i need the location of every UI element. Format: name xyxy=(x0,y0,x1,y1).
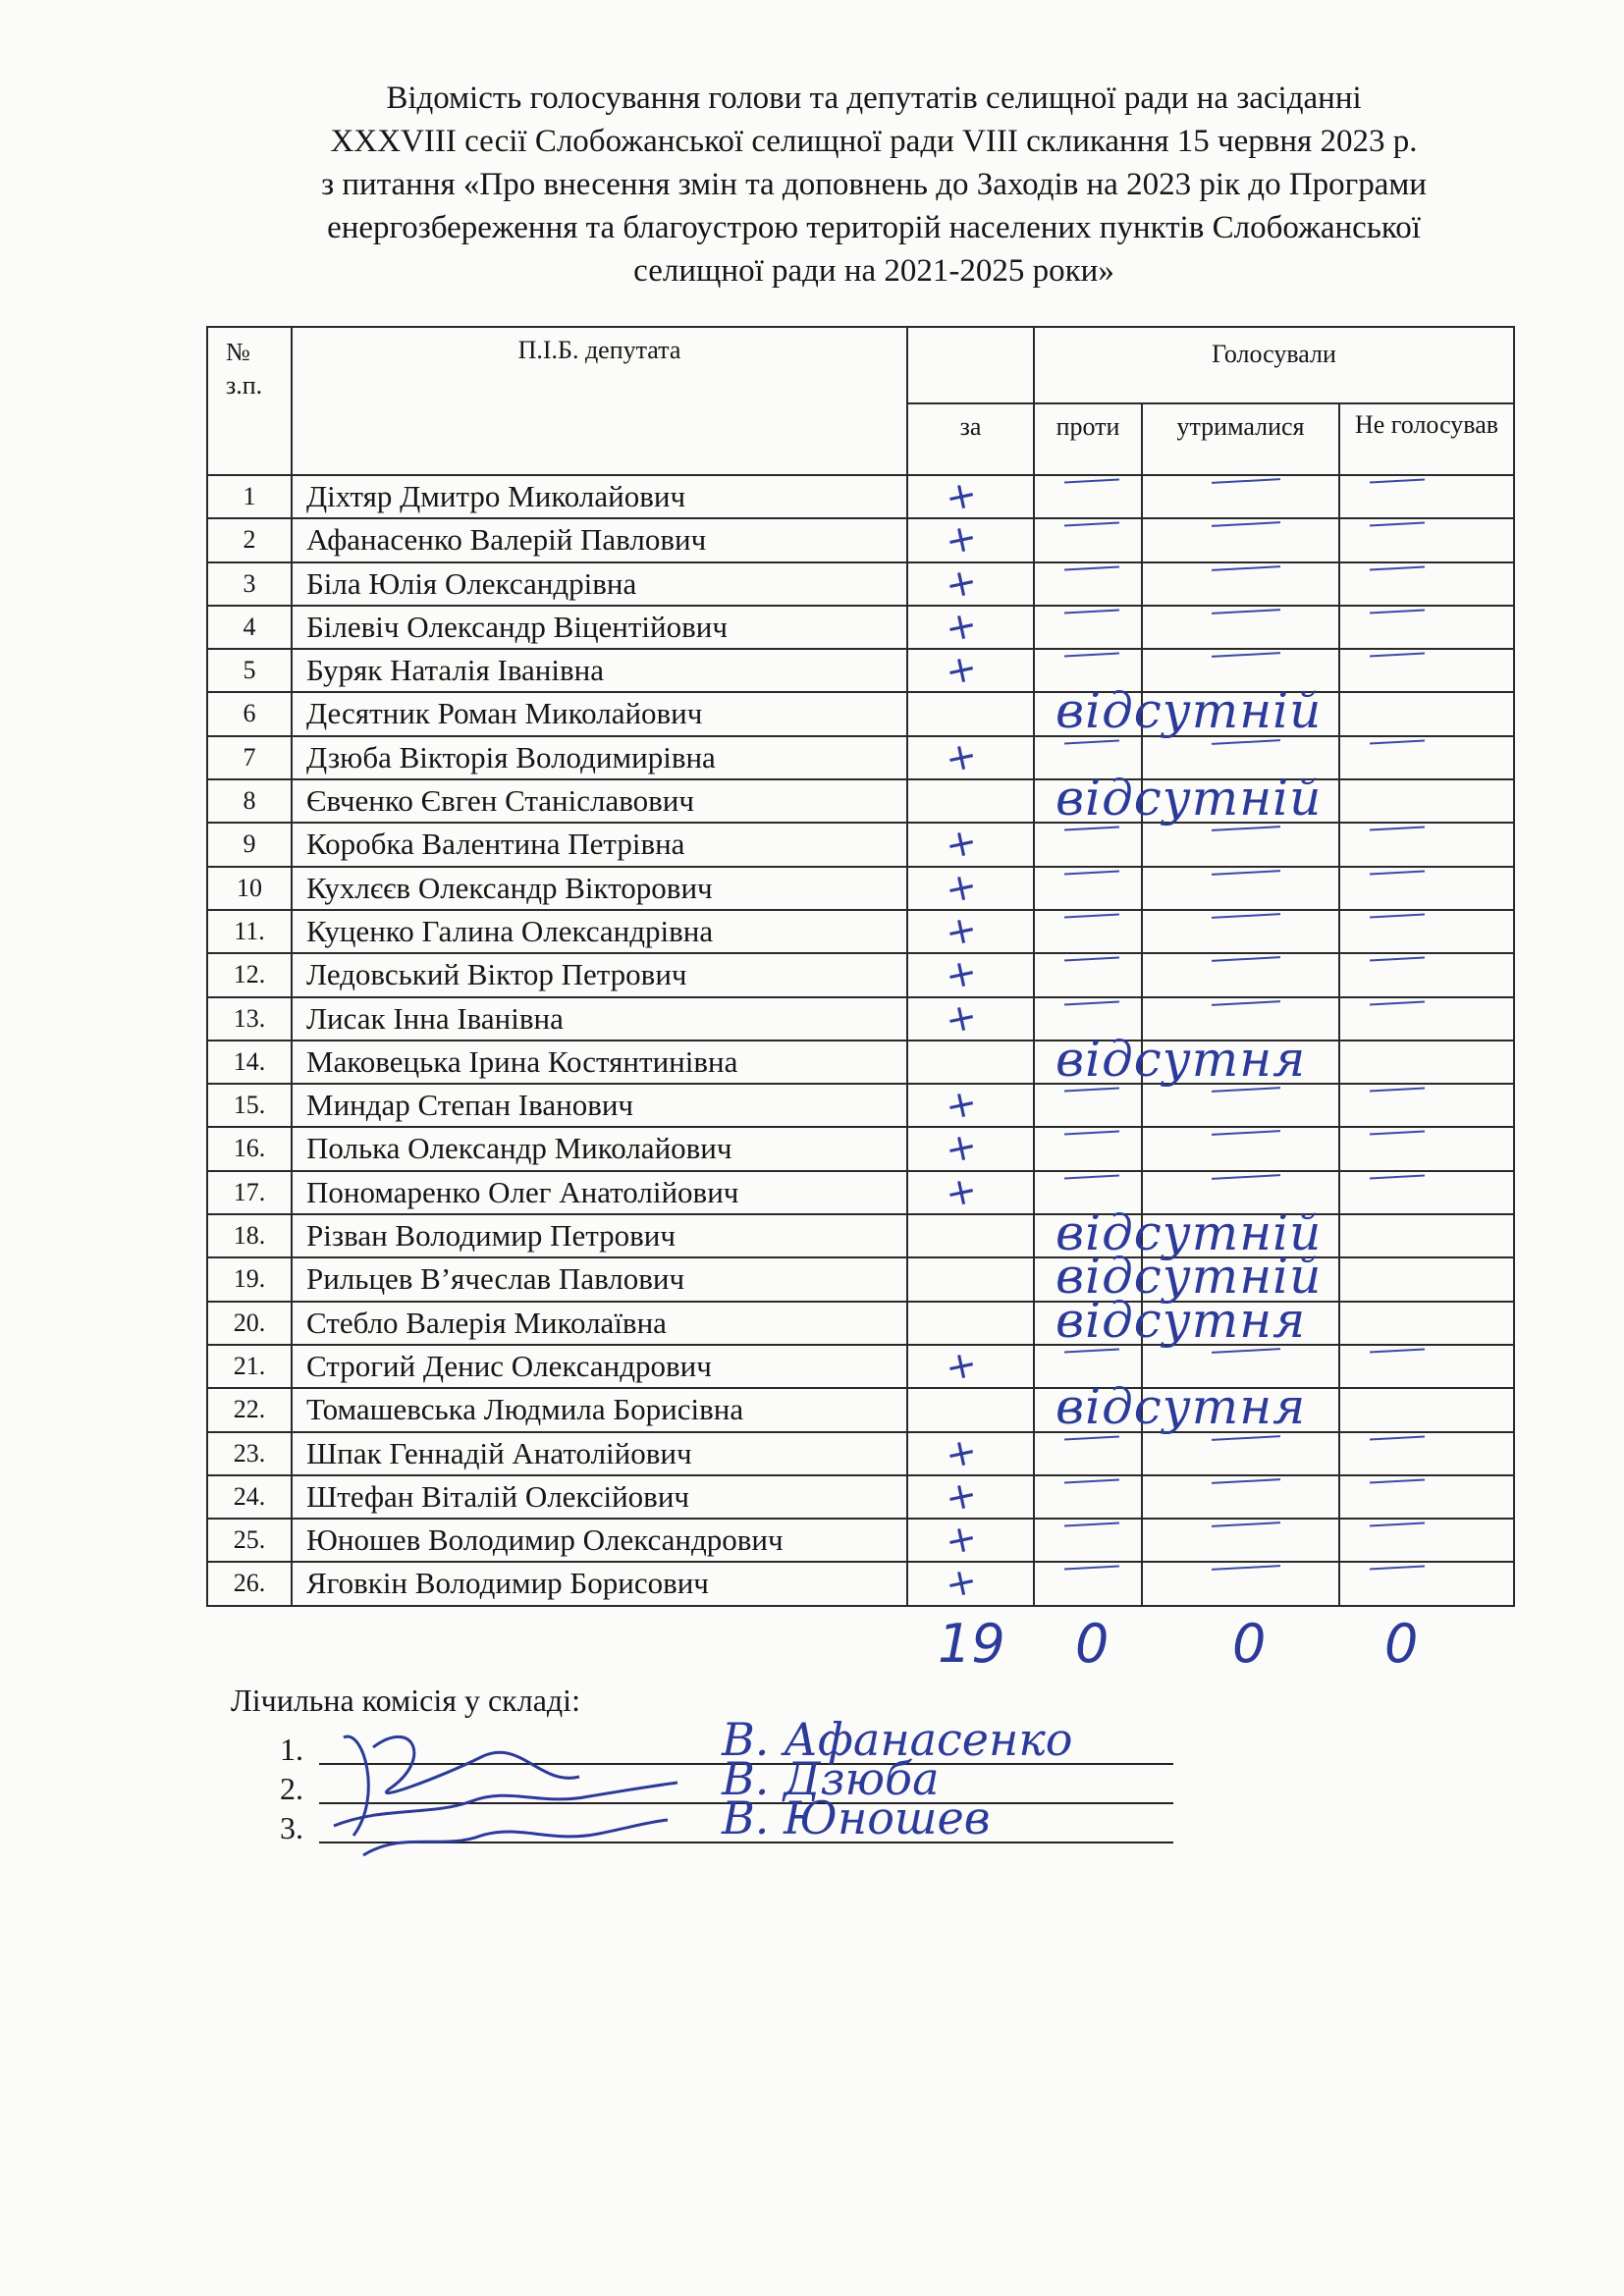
dash-mark xyxy=(1064,565,1119,570)
row-number: 23. xyxy=(207,1432,292,1475)
plus-mark: + xyxy=(941,819,982,869)
vote-did-not-vote-cell xyxy=(1339,997,1514,1041)
dash-mark xyxy=(1370,1131,1425,1136)
vote-for-cell xyxy=(907,1388,1034,1431)
vote-did-not-vote-cell xyxy=(1339,606,1514,649)
vote-for-cell xyxy=(907,558,1034,608)
header-number: № з.п. xyxy=(207,327,292,475)
dash-mark xyxy=(1212,1522,1280,1527)
dash-mark xyxy=(1212,1435,1280,1441)
title-line-5: селищної ради на 2021-2025 роки» xyxy=(633,253,1114,289)
dash-mark xyxy=(1064,827,1119,831)
vote-for-cell xyxy=(907,1341,1034,1390)
vote-did-not-vote-cell xyxy=(1339,867,1514,910)
row-number: 11. xyxy=(207,910,292,953)
counting-commission-label: Лічильна комісія у складі: xyxy=(231,1682,580,1718)
plus-mark: + xyxy=(941,949,982,999)
vote-did-not-vote-cell xyxy=(1339,1257,1514,1301)
table-row xyxy=(207,1084,1514,1127)
vote-did-not-vote-cell xyxy=(1339,1041,1514,1084)
total-against: 0 xyxy=(1075,1613,1110,1675)
row-number: 14. xyxy=(207,1041,292,1084)
dash-mark xyxy=(1370,522,1425,527)
dash-mark xyxy=(1064,1566,1119,1571)
vote-did-not-vote-cell xyxy=(1339,562,1514,606)
deputy-name: Юношев Володимир Олександрович xyxy=(292,1519,907,1562)
vote-did-not-vote-cell xyxy=(1339,1214,1514,1257)
plus-mark: + xyxy=(941,558,982,608)
table-row xyxy=(207,518,1514,561)
table-row xyxy=(207,953,1514,996)
vote-for-cell xyxy=(907,602,1034,651)
dash-mark xyxy=(1212,1348,1280,1354)
vote-against-cell xyxy=(1034,1127,1142,1170)
dash-mark xyxy=(1212,739,1280,745)
member-number: 3. xyxy=(280,1810,303,1845)
vote-for-cell xyxy=(907,1080,1034,1129)
dash-mark xyxy=(1212,565,1280,571)
total-for: 19 xyxy=(938,1613,1005,1675)
row-number: 12. xyxy=(207,953,292,996)
dash-mark xyxy=(1212,652,1280,658)
deputy-name: Десятник Роман Миколайович xyxy=(292,692,907,735)
vote-for-cell xyxy=(907,1166,1034,1216)
dash-mark xyxy=(1064,1522,1119,1527)
row-number: 24. xyxy=(207,1475,292,1519)
vote-for-cell xyxy=(907,1123,1034,1173)
dash-mark xyxy=(1064,653,1119,658)
vote-did-not-vote-cell xyxy=(1339,1127,1514,1170)
vote-for-cell xyxy=(907,906,1034,955)
vote-did-not-vote-cell xyxy=(1339,692,1514,735)
dash-mark xyxy=(1370,870,1425,875)
member-name: В. Юношев xyxy=(722,1791,991,1844)
vote-for-cell xyxy=(907,1257,1034,1301)
deputy-name: Діхтяр Дмитро Миколайович xyxy=(292,475,907,518)
row-number: 20. xyxy=(207,1302,292,1345)
deputy-name: Ледовський Віктор Петрович xyxy=(292,953,907,996)
table-row xyxy=(207,606,1514,649)
header-abstained: утрималися xyxy=(1142,403,1339,475)
plus-mark: + xyxy=(941,645,982,695)
vote-against-cell xyxy=(1034,1432,1142,1475)
row-number: 5 xyxy=(207,649,292,692)
row-number: 26. xyxy=(207,1562,292,1605)
vote-for-cell xyxy=(907,692,1034,735)
table-row xyxy=(207,1432,1514,1475)
dash-mark xyxy=(1370,1348,1425,1353)
row-number: 17. xyxy=(207,1171,292,1214)
vote-did-not-vote-cell xyxy=(1339,518,1514,561)
deputy-name: Євченко Євген Станіславович xyxy=(292,779,907,823)
vote-did-not-vote-cell xyxy=(1339,953,1514,996)
vote-abstained-cell xyxy=(1142,867,1339,910)
vote-against-cell xyxy=(1034,1475,1142,1519)
title-line-3: з питання «Про внесення змін та доповнень до Заходів на 2023 рік до Програми xyxy=(321,167,1427,202)
vote-abstained-cell xyxy=(1142,1475,1339,1519)
total-abstained: 0 xyxy=(1232,1613,1267,1675)
dash-mark xyxy=(1064,1435,1119,1440)
plus-mark: + xyxy=(941,1080,982,1129)
deputy-name: Різван Володимир Петрович xyxy=(292,1214,907,1257)
row-number: 19. xyxy=(207,1257,292,1301)
vote-abstained-cell xyxy=(1142,606,1339,649)
vote-against-cell xyxy=(1034,562,1142,606)
vote-for-cell xyxy=(907,819,1034,869)
signature-scribbles xyxy=(324,1718,717,1865)
vote-did-not-vote-cell xyxy=(1339,1519,1514,1562)
member-number: 2. xyxy=(280,1771,303,1806)
dash-mark xyxy=(1212,1000,1280,1006)
absent-note: відсутній xyxy=(1056,1248,1323,1306)
vote-abstained-cell xyxy=(1142,475,1339,518)
dash-mark xyxy=(1064,479,1119,484)
vote-for-cell xyxy=(907,471,1034,520)
vote-for-cell xyxy=(907,1214,1034,1257)
dash-mark xyxy=(1370,1000,1425,1005)
plus-mark: + xyxy=(941,731,982,781)
table-row xyxy=(207,475,1514,518)
absent-note: відсутня xyxy=(1056,1291,1307,1349)
vote-abstained-cell xyxy=(1142,1127,1339,1170)
dash-mark xyxy=(1370,1435,1425,1440)
dash-mark xyxy=(1370,1522,1425,1527)
dash-mark xyxy=(1064,1088,1119,1093)
row-number: 13. xyxy=(207,997,292,1041)
row-number: 2 xyxy=(207,518,292,561)
dash-mark xyxy=(1370,479,1425,484)
vote-did-not-vote-cell xyxy=(1339,736,1514,779)
row-number: 15. xyxy=(207,1084,292,1127)
deputy-name: Біла Юлія Олександрівна xyxy=(292,562,907,606)
deputy-name: Лисак Інна Іванівна xyxy=(292,997,907,1041)
vote-did-not-vote-cell xyxy=(1339,1432,1514,1475)
dash-mark xyxy=(1064,739,1119,744)
plus-mark: + xyxy=(941,906,982,955)
document-title xyxy=(196,77,1551,293)
dash-mark xyxy=(1370,739,1425,744)
vote-for-cell xyxy=(907,731,1034,781)
vote-against-cell xyxy=(1034,1084,1142,1127)
header-voted: Голосували xyxy=(1034,327,1514,403)
dash-mark xyxy=(1064,1478,1119,1483)
deputy-name: Яговкін Володимир Борисович xyxy=(292,1562,907,1605)
title-line-2: XXXVIII сесії Слобожанської селищної ради VIII скликання 15 червня 2023 р. xyxy=(330,124,1418,159)
vote-abstained-cell xyxy=(1142,823,1339,866)
absent-note: відсутня xyxy=(1056,1378,1307,1436)
vote-did-not-vote-cell xyxy=(1339,823,1514,866)
vote-for-cell xyxy=(907,992,1034,1042)
row-number: 3 xyxy=(207,562,292,606)
plus-mark: + xyxy=(941,1470,982,1521)
table-row xyxy=(207,910,1514,953)
vote-for-cell xyxy=(907,1558,1034,1608)
dash-mark xyxy=(1212,478,1280,484)
vote-abstained-cell xyxy=(1142,518,1339,561)
dash-mark xyxy=(1212,1131,1280,1137)
member-name: В. Афанасенко xyxy=(722,1713,1073,1766)
deputy-name: Білевіч Олександр Віцентійович xyxy=(292,606,907,649)
vote-abstained-cell xyxy=(1142,1084,1339,1127)
vote-did-not-vote-cell xyxy=(1339,1171,1514,1214)
dash-mark xyxy=(1370,653,1425,658)
dash-mark xyxy=(1064,914,1119,919)
table-row xyxy=(207,1475,1514,1519)
vote-abstained-cell xyxy=(1142,1519,1339,1562)
header-for: за xyxy=(907,403,1034,475)
dash-mark xyxy=(1212,913,1280,919)
vote-for-cell xyxy=(907,949,1034,999)
row-number: 16. xyxy=(207,1127,292,1170)
row-number: 6 xyxy=(207,692,292,735)
vote-against-cell xyxy=(1034,1562,1142,1605)
vote-for-cell xyxy=(907,1302,1034,1345)
plus-mark: + xyxy=(941,862,982,912)
dash-mark xyxy=(1064,522,1119,527)
vote-for-cell xyxy=(907,1470,1034,1521)
dash-mark xyxy=(1370,1566,1425,1571)
absent-note: відсутній xyxy=(1056,1204,1323,1262)
row-number: 10 xyxy=(207,867,292,910)
table-row xyxy=(207,867,1514,910)
row-number: 18. xyxy=(207,1214,292,1257)
row-number: 1 xyxy=(207,475,292,518)
deputy-name: Коробка Валентина Петрівна xyxy=(292,823,907,866)
vote-against-cell xyxy=(1034,518,1142,561)
row-number: 4 xyxy=(207,606,292,649)
dash-mark xyxy=(1064,957,1119,962)
dash-mark xyxy=(1212,956,1280,962)
deputy-name: Буряк Наталія Іванівна xyxy=(292,649,907,692)
deputy-name: Афанасенко Валерій Павлович xyxy=(292,518,907,561)
plus-mark: + xyxy=(941,1515,982,1564)
deputy-name: Миндар Степан Іванович xyxy=(292,1084,907,1127)
dash-mark xyxy=(1064,870,1119,875)
vote-did-not-vote-cell xyxy=(1339,1345,1514,1388)
absent-note: відсутній xyxy=(1056,770,1323,828)
vote-for-cell xyxy=(907,779,1034,823)
dash-mark xyxy=(1212,521,1280,527)
total-did-not-vote: 0 xyxy=(1384,1613,1419,1675)
deputy-name: Строгий Денис Олександрович xyxy=(292,1345,907,1388)
vote-did-not-vote-cell xyxy=(1339,1084,1514,1127)
vote-abstained-cell xyxy=(1142,1562,1339,1605)
vote-did-not-vote-cell xyxy=(1339,475,1514,518)
vote-abstained-cell xyxy=(1142,953,1339,996)
vote-for-cell xyxy=(907,645,1034,695)
deputy-name: Пономаренко Олег Анатолійович xyxy=(292,1171,907,1214)
plus-mark: + xyxy=(941,1427,982,1477)
vote-did-not-vote-cell xyxy=(1339,1562,1514,1605)
deputy-name: Дзюба Вікторія Володимирівна xyxy=(292,736,907,779)
header-blank-cell xyxy=(907,327,1034,403)
row-number: 22. xyxy=(207,1388,292,1431)
table-row xyxy=(207,1562,1514,1605)
row-number: 25. xyxy=(207,1519,292,1562)
dash-mark xyxy=(1370,1088,1425,1093)
vote-abstained-cell xyxy=(1142,1432,1339,1475)
vote-did-not-vote-cell xyxy=(1339,1302,1514,1345)
vote-for-cell xyxy=(907,862,1034,912)
vote-did-not-vote-cell xyxy=(1339,649,1514,692)
plus-mark: + xyxy=(941,1166,982,1216)
dash-mark xyxy=(1370,827,1425,831)
deputy-name: Кухлєєв Олександр Вікторович xyxy=(292,867,907,910)
dash-mark xyxy=(1370,957,1425,962)
title-line-4: енергозбереження та благоустрою територій населених пунктів Слобожанської xyxy=(327,210,1421,245)
deputy-name: Рильцев В’ячеслав Павлович xyxy=(292,1257,907,1301)
header-against: проти xyxy=(1034,403,1142,475)
plus-mark: + xyxy=(941,992,982,1042)
header-name: П.І.Б. депутата xyxy=(292,327,907,475)
dash-mark xyxy=(1212,870,1280,876)
header-did-not-vote: Не голосував xyxy=(1339,403,1514,475)
deputy-name: Куценко Галина Олександрівна xyxy=(292,910,907,953)
row-number: 9 xyxy=(207,823,292,866)
dash-mark xyxy=(1370,609,1425,614)
row-number: 21. xyxy=(207,1345,292,1388)
vote-did-not-vote-cell xyxy=(1339,910,1514,953)
plus-mark: + xyxy=(941,471,982,520)
table-row xyxy=(207,1127,1514,1170)
vote-against-cell xyxy=(1034,823,1142,866)
vote-did-not-vote-cell xyxy=(1339,1388,1514,1431)
plus-mark: + xyxy=(941,1558,982,1608)
plus-mark: + xyxy=(941,1341,982,1390)
vote-for-cell xyxy=(907,1427,1034,1477)
vote-against-cell xyxy=(1034,910,1142,953)
dash-mark xyxy=(1370,1478,1425,1483)
dash-mark xyxy=(1064,1000,1119,1005)
deputy-name: Полька Олександр Миколайович xyxy=(292,1127,907,1170)
table-row xyxy=(207,562,1514,606)
dash-mark xyxy=(1212,609,1280,614)
row-number: 8 xyxy=(207,779,292,823)
table-row xyxy=(207,1519,1514,1562)
plus-mark: + xyxy=(941,602,982,651)
row-number: 7 xyxy=(207,736,292,779)
absent-note: відсутня xyxy=(1056,1030,1307,1088)
absent-note: відсутній xyxy=(1056,682,1323,740)
vote-abstained-cell xyxy=(1142,910,1339,953)
vote-for-cell xyxy=(907,1515,1034,1564)
member-name: В. Дзюба xyxy=(722,1752,940,1805)
deputy-name: Шпак Геннадій Анатолійович xyxy=(292,1432,907,1475)
dash-mark xyxy=(1212,1087,1280,1093)
plus-mark: + xyxy=(941,514,982,564)
member-number: 1. xyxy=(280,1732,303,1767)
dash-mark xyxy=(1370,565,1425,570)
table-row xyxy=(207,823,1514,866)
deputy-name: Штефан Віталій Олексійович xyxy=(292,1475,907,1519)
vote-against-cell xyxy=(1034,606,1142,649)
dash-mark xyxy=(1064,1131,1119,1136)
dash-mark xyxy=(1212,1478,1280,1484)
vote-for-cell xyxy=(907,1041,1034,1084)
dash-mark xyxy=(1064,609,1119,614)
vote-abstained-cell xyxy=(1142,562,1339,606)
vote-against-cell xyxy=(1034,953,1142,996)
dash-mark xyxy=(1370,1174,1425,1179)
vote-against-cell xyxy=(1034,475,1142,518)
vote-did-not-vote-cell xyxy=(1339,779,1514,823)
deputy-name: Томашевська Людмила Борисівна xyxy=(292,1388,907,1431)
deputy-name: Стебло Валерія Миколаївна xyxy=(292,1302,907,1345)
dash-mark xyxy=(1064,1174,1119,1179)
deputy-name: Маковецька Ірина Костянтинівна xyxy=(292,1041,907,1084)
dash-mark xyxy=(1212,1566,1280,1572)
dash-mark xyxy=(1370,914,1425,919)
dash-mark xyxy=(1212,827,1280,832)
vote-against-cell xyxy=(1034,867,1142,910)
title-line-1: Відомість голосування голови та депутатів селищної ради на засіданні xyxy=(386,80,1362,116)
vote-for-cell xyxy=(907,514,1034,564)
vote-did-not-vote-cell xyxy=(1339,1475,1514,1519)
vote-against-cell xyxy=(1034,1519,1142,1562)
dash-mark xyxy=(1064,1348,1119,1353)
plus-mark: + xyxy=(941,1123,982,1173)
dash-mark xyxy=(1212,1174,1280,1180)
